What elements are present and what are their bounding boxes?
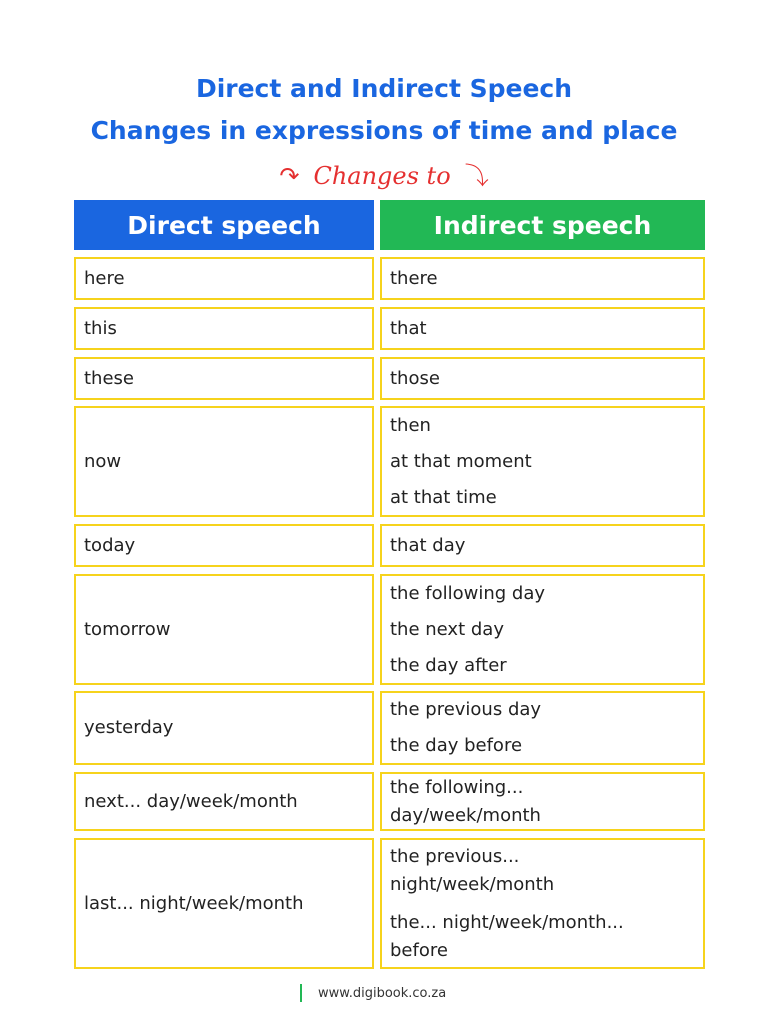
page-title: Direct and Indirect Speech <box>195 74 573 103</box>
indirect-text: those <box>390 367 440 389</box>
indirect-text: the... night/week/month... before <box>390 911 624 961</box>
indirect-text: the day before <box>390 735 523 756</box>
indirect-cell <box>380 691 705 765</box>
indirect-text: that <box>390 317 427 339</box>
direct-text: these <box>84 367 134 389</box>
indirect-speech-header: Indirect speech <box>380 200 705 250</box>
indirect-text: the following... day/week/month <box>390 776 541 826</box>
direct-cell <box>74 524 374 567</box>
indirect-text: at that time <box>390 486 497 508</box>
indirect-cell <box>380 406 705 517</box>
direct-text: here <box>84 267 125 289</box>
indirect-text: the previous day <box>390 699 542 720</box>
direct-text: tomorrow <box>84 618 171 640</box>
direct-text: next... day/week/month <box>84 790 298 812</box>
indirect-text: then <box>390 414 431 436</box>
indirect-cell <box>380 574 705 685</box>
curved-arrow-right-icon: ↷ <box>279 162 300 190</box>
direct-cell <box>74 574 374 685</box>
indirect-text: that day <box>390 534 466 556</box>
direct-cell <box>74 406 374 517</box>
indirect-text: the day after <box>390 654 507 676</box>
direct-text: yesterday <box>84 717 174 738</box>
direct-cell <box>74 307 374 350</box>
indirect-text: there <box>390 267 438 289</box>
direct-text: today <box>84 534 136 556</box>
direct-text: last... night/week/month <box>84 892 304 914</box>
direct-cell <box>74 257 374 300</box>
page-subtitle: Changes in expressions of time and place <box>90 116 678 145</box>
direct-cell <box>74 691 374 765</box>
indirect-text: the next day <box>390 618 504 640</box>
indirect-text: the following day <box>390 582 546 604</box>
indirect-cell <box>380 772 705 831</box>
footer-divider <box>300 984 302 1002</box>
indirect-cell <box>380 838 705 969</box>
indirect-cell <box>380 357 705 400</box>
curved-arrow-down-icon: ⤵ <box>464 162 489 190</box>
indirect-cell <box>380 257 705 300</box>
direct-text: this <box>84 317 117 339</box>
direct-cell <box>74 357 374 400</box>
indirect-cell <box>380 307 705 350</box>
changes-to-label <box>0 156 768 191</box>
changes-to-text: Changes to <box>313 162 451 190</box>
footer <box>300 984 446 1002</box>
indirect-text: at that moment <box>390 450 532 472</box>
indirect-cell <box>380 524 705 567</box>
direct-speech-header: Direct speech <box>74 200 374 250</box>
direct-cell <box>74 772 374 831</box>
indirect-text: the previous... night/week/month <box>390 845 555 895</box>
footer-url[interactable]: www.digibook.co.za <box>318 985 447 1001</box>
direct-text: now <box>84 450 122 472</box>
direct-cell <box>74 838 374 969</box>
